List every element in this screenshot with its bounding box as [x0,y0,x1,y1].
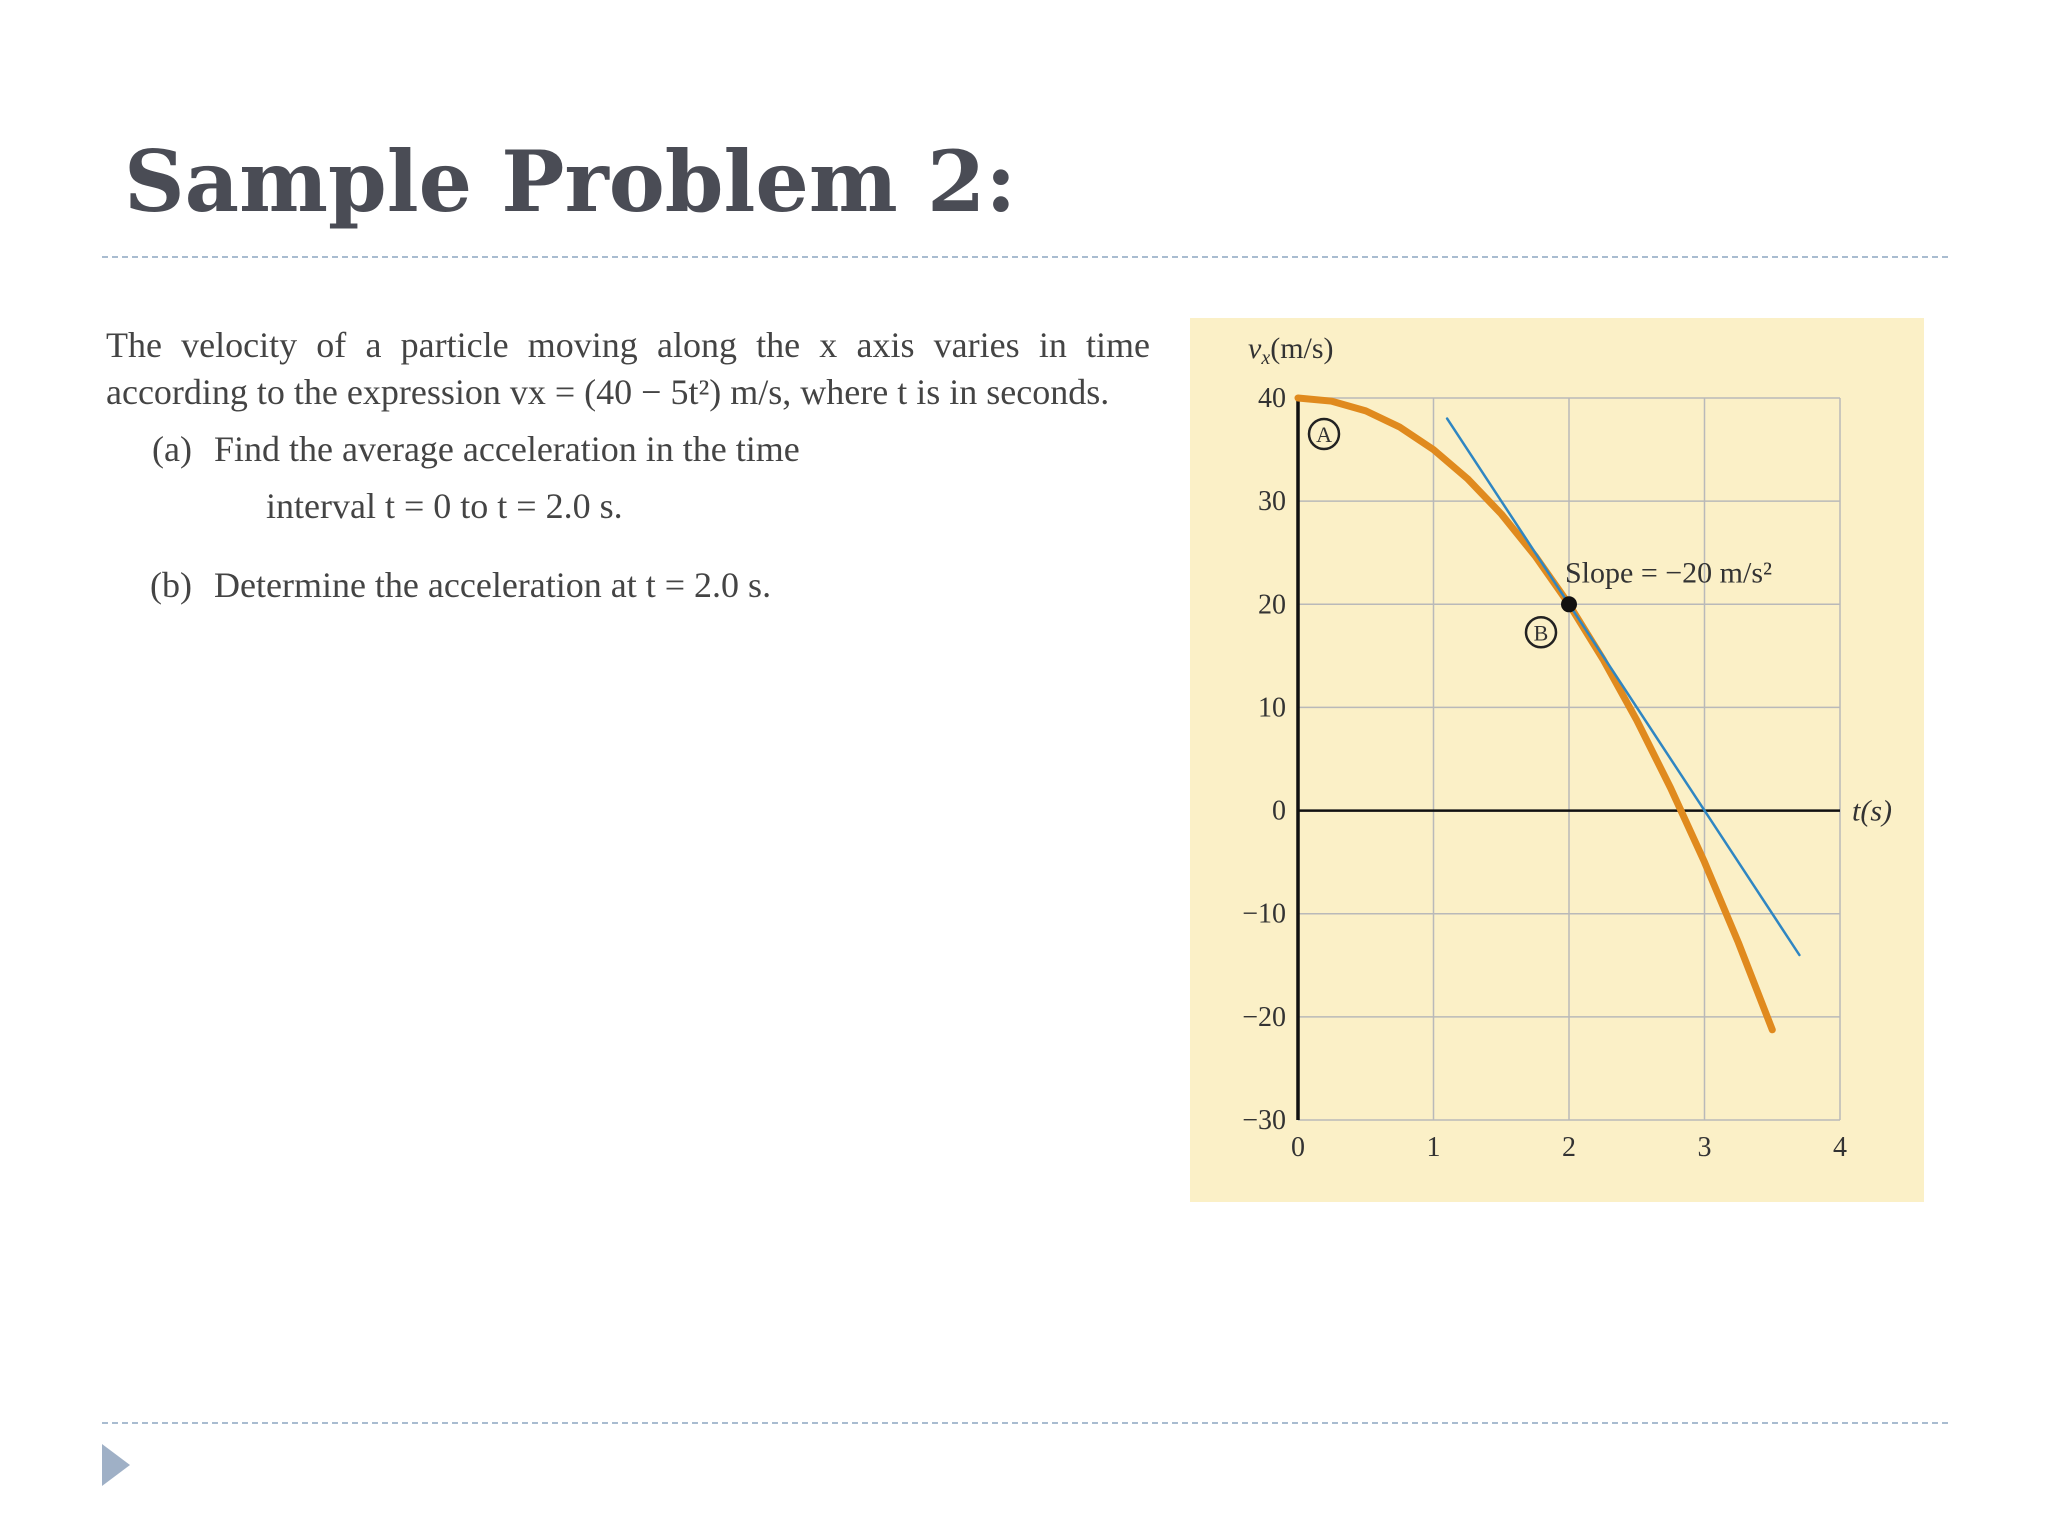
chart-grid [1298,398,1840,1120]
x-tick-label: 1 [1426,1132,1441,1163]
velocity-time-graph [1190,318,1924,1202]
y-tick-label: −20 [1242,1001,1286,1033]
footer-divider [102,1422,1948,1424]
y-tick-label: −30 [1242,1105,1286,1136]
part-b-label: (b) [150,565,192,605]
part-b-text: Determine the acceleration at t = 2.0 s. [214,565,772,605]
x-tick-label: 0 [1291,1132,1305,1163]
point-b-dot [1561,596,1577,612]
velocity-curve [1298,398,1772,1030]
point-a-letter: A [1316,422,1332,447]
tangent-line [1447,419,1799,955]
slope-label: Slope = −20 m/s² [1565,556,1773,590]
problem-intro: The velocity of a particle moving along the x axis varies in time according to the expression vx = (40 − 5t²) m/s, where t is in seconds. [106,325,1150,412]
velocity-chart-svg [1190,318,1924,1202]
part-a-line-1: Find the average acceleration in the time [214,429,800,469]
y-tick-label: 20 [1258,589,1286,621]
part-a-line-2: interval t = 0 to t = 2.0 s. [266,486,623,526]
y-axis-label: $v_x(m/s)$ [1248,332,1334,369]
x-tick-label: 4 [1833,1132,1847,1163]
problem-text [106,322,1150,609]
point-b-marker [1526,617,1556,647]
y-tick-label: 10 [1258,692,1286,724]
chart-series [1298,398,1799,1030]
y-tick-label: 0 [1272,795,1286,827]
x-tick-label: 2 [1562,1132,1576,1163]
y-tick-label: 40 [1258,383,1286,414]
point-b-letter: B [1533,620,1549,646]
slide-title: Sample Problem 2: [124,132,1017,231]
part-a [106,426,1150,530]
x-axis-label: t(s) [1852,794,1892,828]
part-b [106,562,1150,609]
next-slide-arrow-icon[interactable] [102,1444,130,1486]
point-a-marker [1309,419,1339,449]
y-tick-label: −10 [1242,898,1286,930]
part-a-label: (a) [152,429,192,469]
y-tick-label: 30 [1258,486,1286,518]
title-divider [102,256,1948,258]
chart-tick-labels [1242,383,1847,1163]
x-tick-label: 3 [1697,1132,1712,1163]
